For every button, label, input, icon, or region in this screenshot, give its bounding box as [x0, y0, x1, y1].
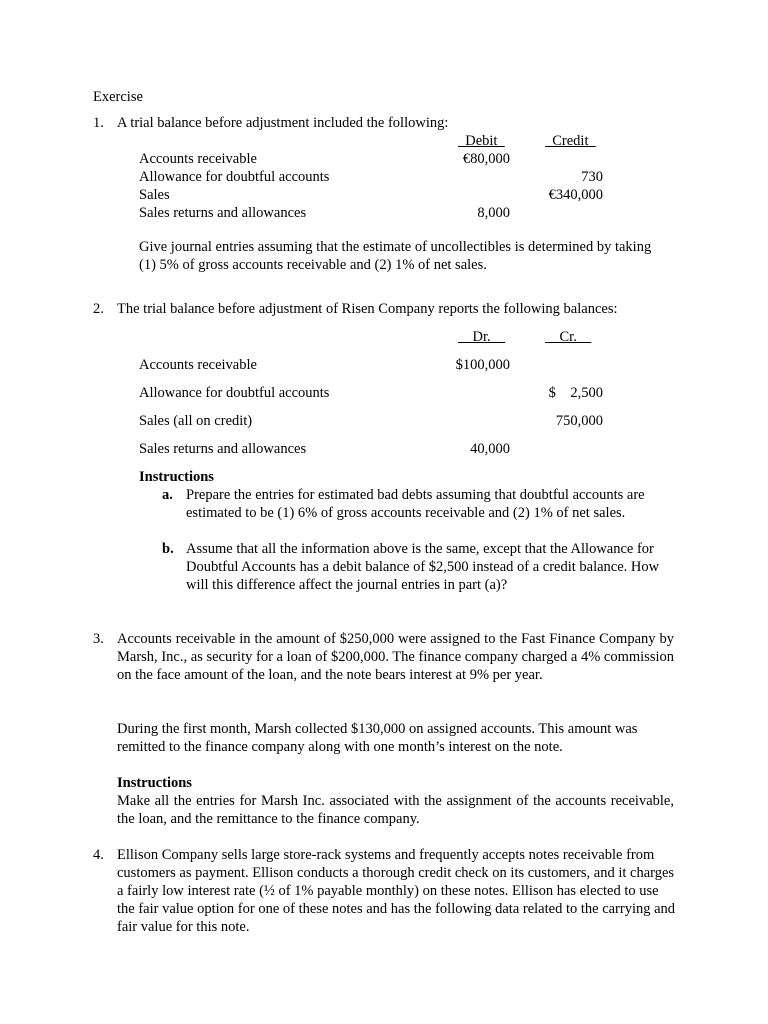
exercise-4-paragraph: Ellison Company sells large store-rack systems and frequently accepts notes receivable from customers as payment. Ellison conducts a thorough credit check on its customers, and it charges a fairly low interest rate (½ of 1% payable monthly) on these notes. Ellison has elected to use the fair value option for one of these notes and has the following data related to the carrying and fair value for this note.: [117, 847, 676, 935]
exercise-1-note: Give journal entries assuming that the estimate of uncollectibles is determined by taking (1) 5% of gross accounts receivable and (2) 1% of net sales.: [139, 239, 652, 273]
exercise-4-number: 4.: [93, 847, 104, 863]
exercise-2-row-label: Sales (all on credit): [139, 413, 253, 429]
exercise-1-row-label: Sales: [139, 187, 170, 203]
exercise-2-intro: The trial balance before adjustment of Risen Company reports the following balances:: [117, 301, 618, 317]
exercise-2-instructions-heading: Instructions: [139, 469, 214, 485]
exercise-3-number: 3.: [93, 631, 104, 647]
exercise-1-row-credit: 730: [581, 169, 603, 185]
exercise-2-instruction-marker: a.: [162, 487, 173, 503]
exercise-3-paragraph: Accounts receivable in the amount of $250,000 were assigned to the Fast Finance Company by Marsh, Inc., as security for a loan of $200,000. The finance company charged a 4% commission on the face amount of the loan, and the note bears interest at 9% per year.: [117, 631, 674, 683]
exercise-3-paragraph: During the first month, Marsh collected $130,000 on assigned accounts. This amount was remitted to the finance company along with one month’s interest on the note.: [117, 721, 638, 755]
exercise-1-number: 1.: [93, 115, 104, 131]
exercise-1-debit-header: Debit: [458, 133, 505, 149]
exercise-2-dr-header: Dr.: [458, 329, 506, 345]
exercise-2-instruction-text: Assume that all the information above is the same, except that the Allowance for Doubtful Accounts has a debit balance of $2,500 instead of a credit balance. How will this difference affect the journal entries in part (a)?: [186, 541, 660, 593]
exercise-1-row-debit: 8,000: [477, 205, 510, 221]
exercise-2-row-credit: $ 2,500: [548, 385, 603, 401]
exercise-1-intro: A trial balance before adjustment included the following:: [117, 115, 449, 131]
exercise-1-credit-header: Credit: [545, 133, 596, 149]
exercise-1-row-label: Accounts receivable: [139, 151, 257, 167]
exercise-2-row-label: Accounts receivable: [139, 357, 257, 373]
exercise-2-row-label: Sales returns and allowances: [139, 441, 307, 457]
exercise-1-row-label: Sales returns and allowances: [139, 205, 307, 221]
exercise-1-row-debit: €80,000: [462, 151, 510, 167]
exercise-2-row-label: Allowance for doubtful accounts: [139, 385, 330, 401]
document-title: Exercise: [93, 89, 143, 105]
exercise-2-number: 2.: [93, 301, 104, 317]
exercise-2-instruction-text: Prepare the entries for estimated bad debts assuming that doubtful accounts are estimated to be (1) 6% of gross accounts receivable and (2) 1% of net sales.: [186, 487, 645, 521]
exercise-3-instructions-heading: Instructions: [117, 775, 192, 791]
exercise-2-row-debit: $100,000: [455, 357, 510, 373]
exercise-1-row-credit: €340,000: [548, 187, 603, 203]
exercise-2-instruction-marker: b.: [162, 541, 174, 557]
exercise-1-row-label: Allowance for doubtful accounts: [139, 169, 330, 185]
exercise-2-row-debit: 40,000: [470, 441, 510, 457]
exercise-2-row-credit: 750,000: [555, 413, 603, 429]
exercise-3-instructions-text: Make all the entries for Marsh Inc. associated with the assignment of the accounts receivable, the loan, and the remittance to the finance company.: [117, 793, 674, 827]
exercise-2-cr-header: Cr.: [545, 329, 592, 345]
